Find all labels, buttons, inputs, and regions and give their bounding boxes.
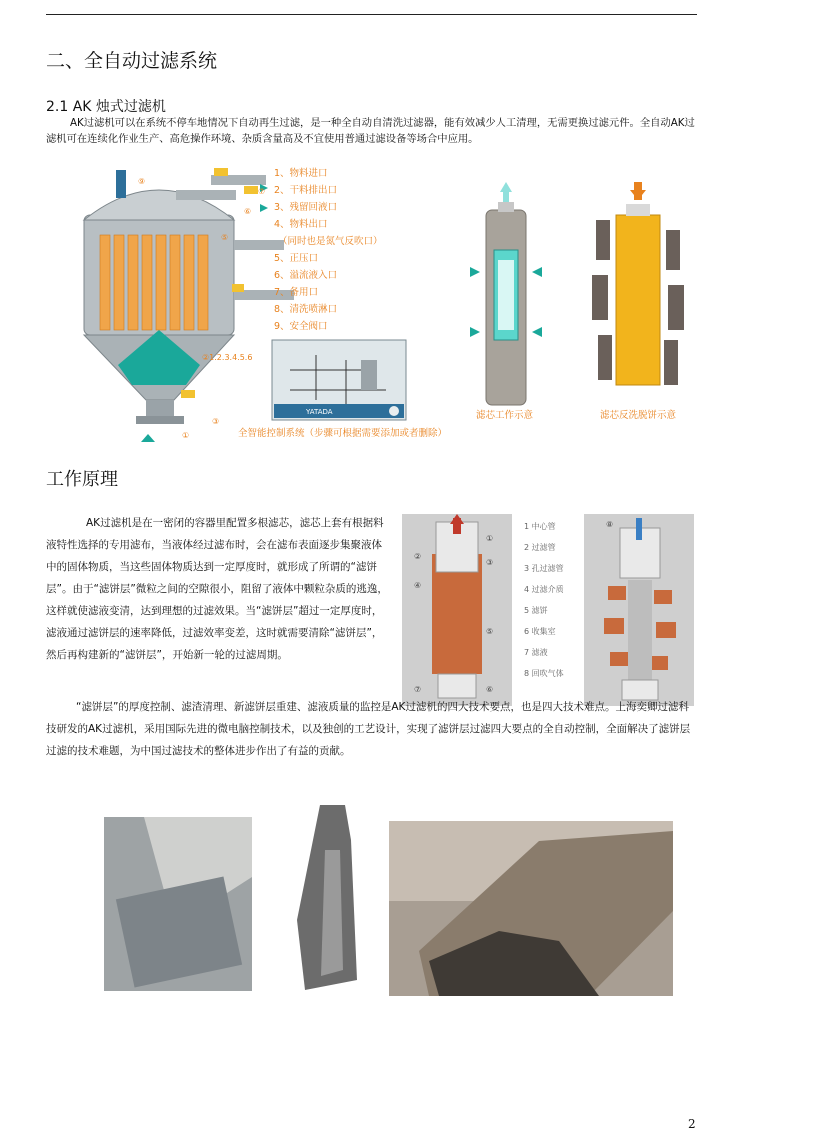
section-title: 二、全自动过滤系统: [46, 50, 218, 72]
principle-paragraph-1: AK过滤机是在一密闭的容器里配置多根滤芯，滤芯上套有根据料液特性选择的专用滤布，当液体经过滤布时，会在滤布表面逐步集聚液体中的固体物质，当这些固体物质达到一定厚度时，就形成了所谓的“滤饼层”。由于“滤饼层”微粒之间的空隙很小，阻留了液体中颗粒杂质的逃逸，这样就使滤液变清，达到理想的过滤效果。当“滤饼层”超过一定厚度时，滤液通过滤饼层的速率降低，过滤效率变差，这时就需要清除“滤饼层”，然后再构建新的“滤饼层”，开始新一轮的过滤周期。: [46, 517, 388, 661]
intro-paragraph: AK过滤机可以在系统不停车地情况下自动再生过滤，是一种全自动自清洗过滤器，能有效减少人工清理，无需更换过滤元件。全自动AK过滤机可在连续化作业生产、高危操作环境、杂质含量高及不宜使用普通过滤设备等场合中应用。: [46, 117, 695, 145]
svg-text:②: ②: [414, 552, 422, 561]
svg-text:⑦: ⑦: [258, 187, 266, 196]
svg-text:④: ④: [414, 581, 422, 590]
svg-text:⑤: ⑤: [486, 627, 494, 636]
svg-text:②1.2.3.4.5.6: ②1.2.3.4.5.6: [202, 353, 253, 362]
control-caption: 全智能控制系统（步骤可根据需要添加或者删除）: [238, 428, 448, 439]
section-subtitle: 2.1 AK 烛式过滤机: [46, 99, 166, 115]
element-legend: 1 中心管 2 过滤管 3 孔过滤管 4 过滤介质 5 滤饼 6 收集室 7 滤液 8 回吹气体: [524, 522, 564, 678]
principle-paragraph-2: “滤饼层”的厚度控制、滤渣清理、新滤饼层重建、滤液质量的监控是AK过滤机的四大技术要点，也是四大技术难点。上海奕卿过滤科技研发的AK过滤机，采用国际先进的微电脑控制技术，以及独创的工艺设计，实现了滤饼层过滤四大要点的全自动控制，全面解决了滤饼层过滤的技术难题，为中国过滤技术的整体进步作出了有益的贡献。: [46, 701, 691, 757]
svg-text:4、物料出口: 4、物料出口: [274, 219, 328, 230]
control-panel-screen: [272, 340, 406, 420]
svg-text:⑤: ⑤: [221, 233, 229, 242]
filter-element-backflush: [592, 182, 684, 385]
perforated-tube-photo: [104, 817, 252, 991]
vessel-illustration: [84, 168, 294, 442]
principle-title: 工作原理: [46, 469, 118, 490]
page-number: 2: [688, 1117, 696, 1131]
svg-text:1、物料进口: 1、物料进口: [274, 168, 328, 179]
filter-vessel-figure: [76, 160, 696, 452]
filter-element-working: [470, 182, 542, 405]
svg-text:③: ③: [486, 558, 494, 567]
filter-element-backwash: [584, 514, 694, 706]
callout-9: ⑨: [138, 177, 146, 186]
svg-text:5、正压口: 5、正压口: [274, 253, 319, 264]
svg-text:8、清洗喷淋口: 8、清洗喷淋口: [274, 304, 338, 315]
svg-text:（同时也是氮气反吹口）: （同时也是氮气反吹口）: [278, 236, 383, 247]
svg-text:①: ①: [182, 431, 190, 440]
svg-text:2、干料排出口: 2、干料排出口: [274, 185, 338, 196]
svg-text:③: ③: [212, 417, 220, 426]
svg-text:⑧: ⑧: [606, 520, 614, 529]
svg-text:⑥: ⑥: [244, 207, 252, 216]
port-legend: [274, 167, 383, 332]
header-rule: [46, 14, 697, 15]
svg-text:6、溢流液入口: 6、溢流液入口: [274, 270, 338, 281]
filter-cloth-photo: [389, 821, 673, 996]
work-caption: 滤芯工作示意: [476, 410, 534, 421]
filter-element-cutaway: [402, 514, 512, 706]
cake-element-photo: [285, 800, 381, 996]
svg-text:9、安全阀口: 9、安全阀口: [274, 321, 328, 332]
svg-text:YATADA: YATADA: [306, 408, 333, 416]
backflush-caption: 滤芯反洗脱饼示意: [600, 410, 677, 421]
svg-text:3、残留回液口: 3、残留回液口: [274, 202, 338, 213]
svg-text:⑦: ⑦: [414, 685, 422, 694]
svg-text:⑥: ⑥: [486, 685, 494, 694]
svg-text:①: ①: [486, 534, 494, 543]
svg-text:7、备用口: 7、备用口: [274, 287, 319, 298]
